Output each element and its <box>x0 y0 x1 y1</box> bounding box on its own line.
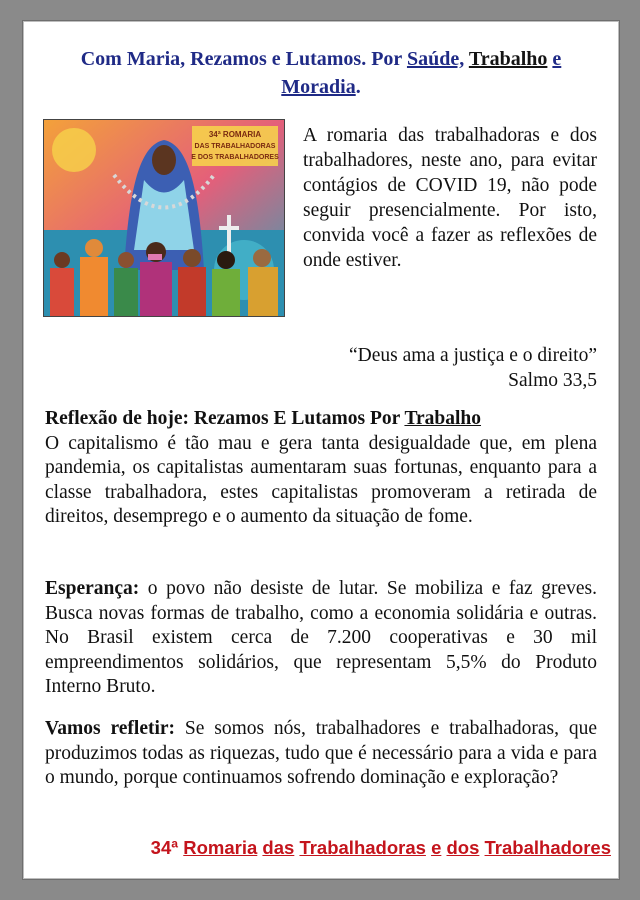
refletir-label: Vamos refletir: <box>45 718 176 739</box>
title-saude-link[interactable]: Saúde, <box>406 48 465 70</box>
reflexao-trabalho-link[interactable]: Trabalho <box>404 408 482 429</box>
esperanca-label: Esperança: <box>45 578 140 599</box>
footer-trabalhadores-link[interactable]: Trabalhadores <box>484 837 611 858</box>
footer-das-link[interactable]: das <box>262 837 295 858</box>
reflexao-section <box>45 407 597 530</box>
page-title <box>53 45 589 101</box>
footer-dos-link[interactable]: dos <box>446 837 480 858</box>
bible-quote <box>349 343 597 393</box>
title-trabalho-link[interactable]: Trabalho <box>468 48 548 70</box>
footer-signature <box>45 837 611 859</box>
footer-e-link[interactable]: e <box>431 837 442 858</box>
footer-trabalhadoras-link[interactable]: Trabalhadoras <box>299 837 426 858</box>
reflexao-heading: Reflexão de hoje: Rezamos E Lutamos Por Trabalho <box>45 408 482 429</box>
title-period: . <box>355 76 361 98</box>
document-page <box>22 20 620 880</box>
reflexao-text: O capitalismo é tão mau e gera tanta desigualdade que, em plena pandemia, os capitalistas aumentaram suas fortunas, enquanto para a classe trabalhadora, estes capitalistas promoveram a retirada de direitos, desemprego e o aumento da situação de fome. <box>45 432 597 527</box>
footer-ordinal: 34ª <box>150 837 179 858</box>
title-e-link[interactable]: e <box>552 48 562 70</box>
poster-heading-line2: DAS TRABALHADORAS <box>194 143 276 150</box>
poster-heading-line1: 34ª ROMARIA <box>208 130 262 139</box>
footer-romaria-link[interactable]: Romaria <box>183 837 258 858</box>
poster-heading-line3: E DOS TRABALHADORES <box>191 154 279 161</box>
intro-paragraph: A romaria das trabalhadoras e dos trabalhadores, neste ano, para evitar contágios de COVID 19, não pode seguir presencialmente. Por isto, convida você a fazer as reflexões de onde estiver. <box>303 125 597 271</box>
refletir-text: Se somos nós, trabalhadores e trabalhadoras, que produzimos todas as riquezas, tudo que é necessário para a vida e para o mundo, porque continuamos sofrendo dominação e exploração? <box>45 718 597 788</box>
esperanca-section <box>45 577 597 700</box>
title-moradia-link[interactable]: Moradia <box>281 76 356 98</box>
refletir-section <box>45 717 597 791</box>
romaria-poster-image <box>43 119 285 317</box>
quote-reference: Salmo 33,5 <box>508 370 597 391</box>
esperanca-text: o povo não desiste de lutar. Se mobiliza e faz greves. Busca novas formas de trabalho, como a economia solidária e outras. No Brasil existem cerca de 7.200 cooperativas e 30 mil empreendimentos solidários, que representam 5,5% do Produto Interno Bruto. <box>45 578 597 697</box>
poster-illustration <box>44 120 284 316</box>
quote-text: “Deus ama a justiça e o direito” <box>349 345 597 366</box>
title-lead: Com Maria, Rezamos e Lutamos. Por <box>80 48 407 70</box>
